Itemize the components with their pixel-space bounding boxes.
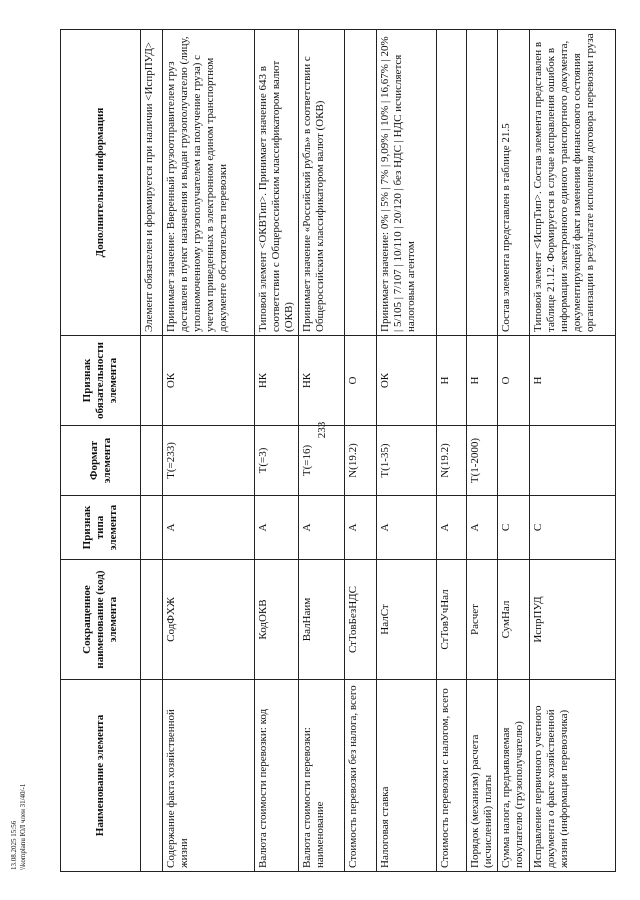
table-row	[255, 30, 299, 872]
cell-name: Налоговая ставка	[377, 680, 437, 872]
cell-format: N(19.2)	[345, 426, 377, 496]
cell-type: С	[498, 496, 530, 560]
cell-type: А	[163, 496, 255, 560]
cell-name: Исправление первичного учетного документа о факте хозяйственной жизни (информация перевозчика)	[530, 680, 616, 872]
header-element-code: Сокращенное наименование (код) элемента	[61, 560, 141, 680]
cell-format: T(=16)	[299, 426, 345, 496]
footer-path: \\komplanu ЮЛ член 31/40/-1	[19, 783, 27, 870]
cell-info: Принимает значение «Российский рубль» в соответствии с Общероссийским классификатором валют (ОКВ)	[299, 30, 345, 336]
cell-info: Элемент обязателен и формируется при наличии <ИспрПУД>	[141, 30, 163, 336]
cell-code: СтТовУчНал	[437, 560, 467, 680]
cell-required: ОК	[163, 336, 255, 426]
cell-code: ВалНаим	[299, 560, 345, 680]
cell-type: А	[377, 496, 437, 560]
cell-format: T(1-35)	[377, 426, 437, 496]
header-element-required: Признак обязательности элемента	[61, 336, 141, 426]
cell-type: А	[255, 496, 299, 560]
header-additional-info: Дополнительная информация	[61, 30, 141, 336]
table-row	[437, 30, 467, 872]
cell-required: Н	[437, 336, 467, 426]
cell-code: ИспрПУД	[530, 560, 616, 680]
table-row	[530, 30, 616, 872]
cell-type: А	[437, 496, 467, 560]
cell-required: Н	[530, 336, 616, 426]
cell-info	[345, 30, 377, 336]
table-row	[299, 30, 345, 872]
table-row	[377, 30, 437, 872]
footer-timestamp: 13.08.2025 15:56	[10, 820, 18, 870]
cell-info: Типовой элемент <ИспрТип>. Состав элемента представлен в таблице 21.12. Формируется в случае исправления ошибок в информации электронного единого транспортного документа, документирующей факт изменения финансового состояния организации в результате исполнения договора перевозки груза	[530, 30, 616, 336]
cell-format	[141, 426, 163, 496]
page-number: 233	[316, 421, 328, 439]
table-row	[141, 30, 163, 872]
cell-name: Содержание факта хозяйственной жизни	[163, 680, 255, 872]
cell-code	[141, 560, 163, 680]
cell-required	[141, 336, 163, 426]
cell-type: А	[299, 496, 345, 560]
cell-required: НК	[255, 336, 299, 426]
cell-code: СтТовБезНДС	[345, 560, 377, 680]
cell-format	[498, 426, 530, 496]
cell-name	[141, 680, 163, 872]
cell-type	[141, 496, 163, 560]
cell-format: N(19.2)	[437, 426, 467, 496]
cell-name: Валюта стоимости перевозки: код	[255, 680, 299, 872]
cell-code: КодОКВ	[255, 560, 299, 680]
cell-type: А	[467, 496, 498, 560]
table-header-row	[61, 30, 141, 872]
cell-required: Н	[467, 336, 498, 426]
cell-format: T(=3)	[255, 426, 299, 496]
cell-format	[530, 426, 616, 496]
cell-code: Расчет	[467, 560, 498, 680]
cell-format: T(1-2000)	[467, 426, 498, 496]
table-row	[345, 30, 377, 872]
cell-info	[437, 30, 467, 336]
cell-info: Типовой элемент <ОКВТип>. Принимает значение 643 в соответствии с Общероссийским классификатором валют (ОКВ)	[255, 30, 299, 336]
cell-name: Стоимость перевозки без налога, всего	[345, 680, 377, 872]
cell-code: СумНал	[498, 560, 530, 680]
cell-info: Состав элемента представлен в таблице 21.5	[498, 30, 530, 336]
header-element-type: Признак типа элемента	[61, 496, 141, 560]
cell-required: НК	[299, 336, 345, 426]
header-element-name: Наименование элемента	[61, 680, 141, 872]
cell-code: НалСт	[377, 560, 437, 680]
cell-required: О	[498, 336, 530, 426]
table-row	[467, 30, 498, 872]
cell-name: Сумма налога, предъявляемая покупателю (грузополучателю)	[498, 680, 530, 872]
cell-required: О	[345, 336, 377, 426]
cell-info	[467, 30, 498, 336]
cell-info: Принимает значение: 0% | 5% | 7% | 9,09% | 10% | 16,67% | 20% | 5/105 | 7/107 | 10/110 | 20/120 | без НДС | НДС исчисляется налоговым агентом	[377, 30, 437, 336]
cell-name: Порядок (механизм) расчета (исчислений) платы	[467, 680, 498, 872]
header-element-format: Формат элемента	[61, 426, 141, 496]
table-row	[498, 30, 530, 872]
cell-required: ОК	[377, 336, 437, 426]
rotated-table-container	[60, 30, 596, 872]
element-table	[60, 29, 616, 872]
document-footer	[10, 750, 27, 870]
cell-type: С	[530, 496, 616, 560]
cell-name: Валюта стоимости перевозки: наименование	[299, 680, 345, 872]
cell-code: СодФХЖ	[163, 560, 255, 680]
cell-name: Стоимость перевозки с налогом, всего	[437, 680, 467, 872]
cell-type: А	[345, 496, 377, 560]
cell-info: Принимает значение: Вверенный грузоотправителем груз доставлен в пункт назначения и выдан грузополучателю (лицу, уполномоченному грузополучателем на получение груза) с учетом приведенных в электронном едином транспортном документе обстоятельств перевозки	[163, 30, 255, 336]
cell-format: T(=233)	[163, 426, 255, 496]
table-row	[163, 30, 255, 872]
